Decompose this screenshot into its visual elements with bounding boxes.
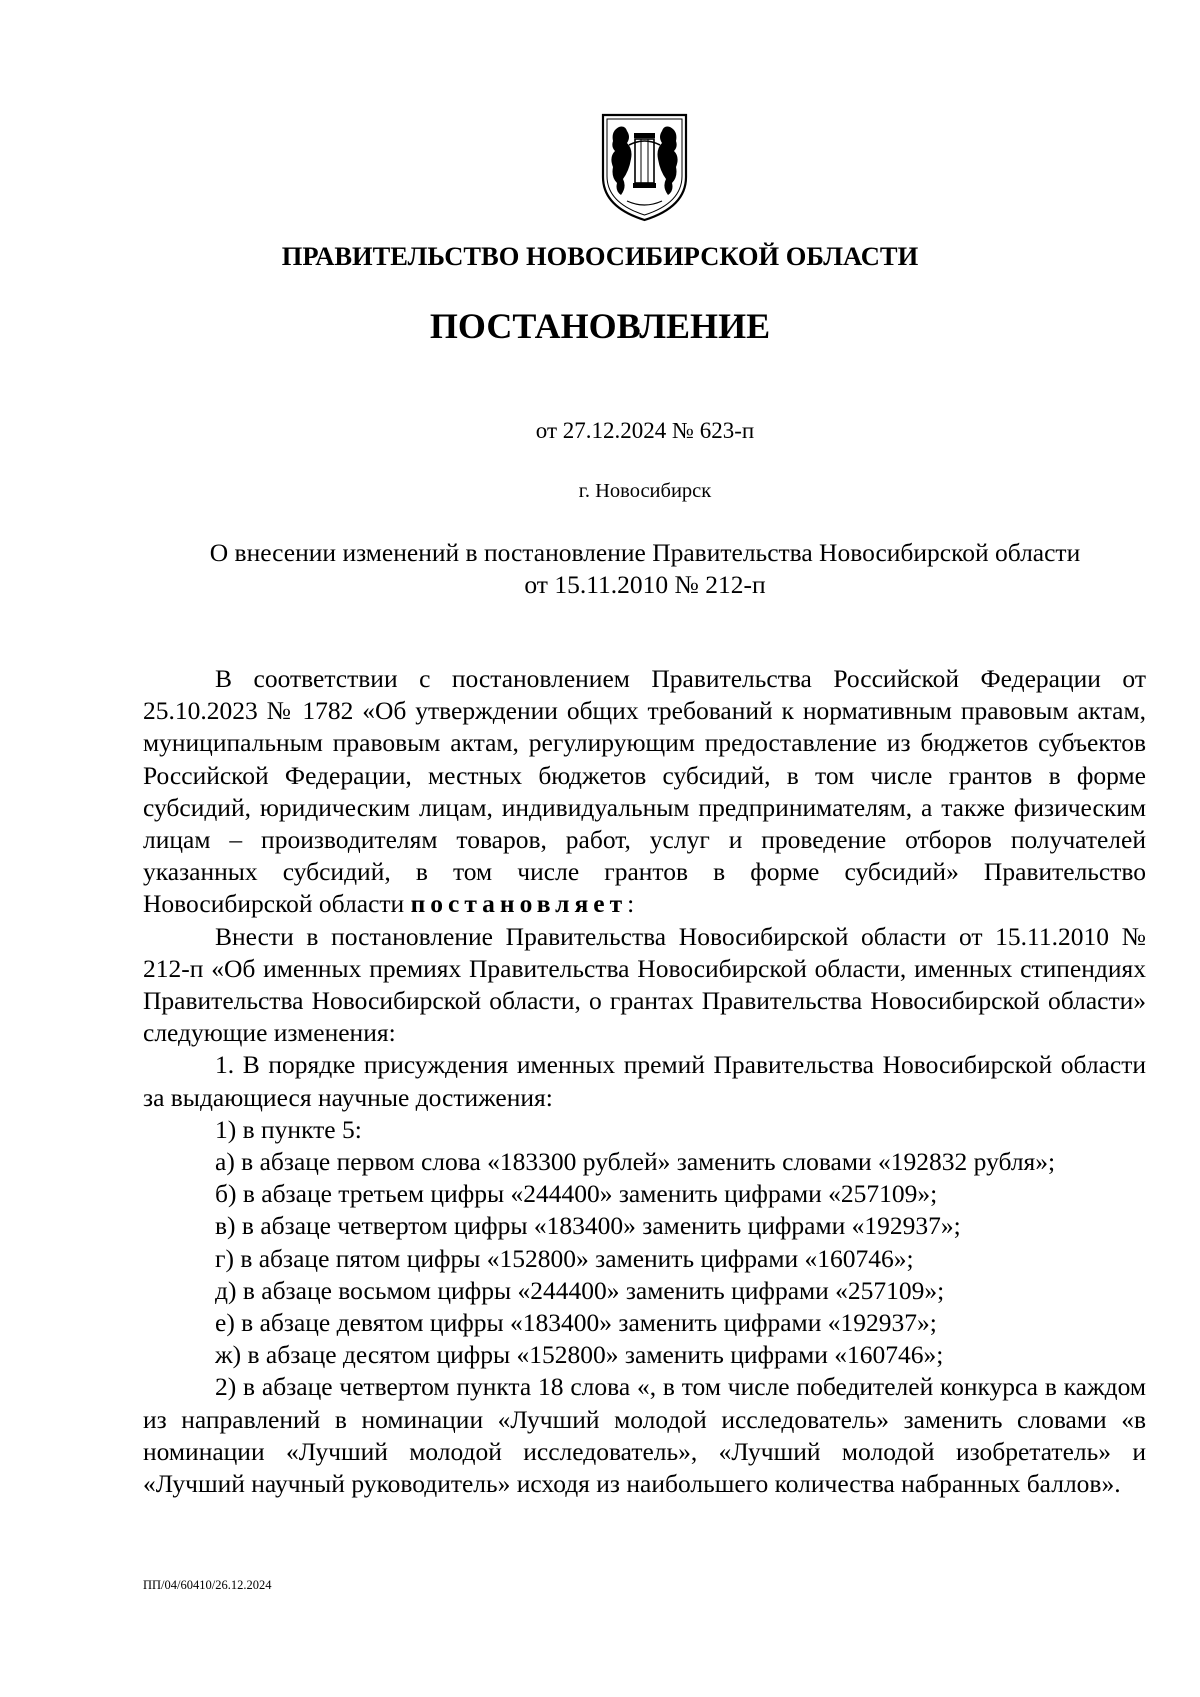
list-item: г) в абзаце пятом цифры «152800» заменить цифрами «160746»; [215, 1243, 914, 1273]
document-date-number: от 27.12.2024 № 623-п [535, 418, 755, 443]
document-type: ПОСТАНОВЛЕНИЕ [429, 306, 771, 346]
preamble-text: В соответствии с постановлением Правительства Российской Федерации от 25.10.2023 № 1782 «Об утверждении общих требований к нормативным правовым актам, муниципальным правовым актам, регулирующим предоставление из бюджетов субъектов Российской Федерации, местных бюджетов субсидий, в том числе грантов в форме субсидий, юридическим лицам, индивидуальным предпринимателям, а также физическим лицам – производителям товаров, работ, услуг и проведение отборов получателей указанных субсидий, в том числе грантов в форме субсидий» Правительство Новосибирской области [143, 664, 1146, 919]
document-city: г. Новосибирск [578, 480, 712, 502]
coat-of-arms-icon [597, 111, 692, 224]
list-item: в) в абзаце четвертом цифры «183400» заменить цифрами «192937»; [215, 1211, 961, 1241]
subpoint-2: 2) в абзаце четвертом пункта 18 слова «, в том числе победителей конкурса в каждом из направлений в номинации «Лучший молодой исследователь» заменить словами «в номинации «Лучший молодой исследователь», «Лучший молодой изобретатель» и «Лучший научный руководитель» исходя из наибольшего количества набранных баллов». [143, 1372, 1146, 1499]
point-1-paragraph: 1. В порядке присуждения именных премий Правительства Новосибирской области за выдающиеся научные достижения: [143, 1050, 1146, 1112]
preamble-paragraph [143, 663, 1146, 921]
subpoint-1: 1) в пункте 5: [215, 1114, 362, 1144]
document-title-line-1: О внесении изменений в постановление Правительства Новосибирской области [209, 538, 1081, 567]
list-item: е) в абзаце девятом цифры «183400» заменить цифрами «192937»; [215, 1308, 937, 1338]
list-item: а) в абзаце первом слова «183300 рублей» заменить словами «192832 рубля»; [215, 1147, 1056, 1177]
decree-word: постановляет [410, 889, 628, 919]
document-title-line-2: от 15.11.2010 № 212-п [524, 570, 766, 599]
list-item: д) в абзаце восьмом цифры «244400» заменить цифрами «257109»; [215, 1275, 945, 1305]
organization-name: ПРАВИТЕЛЬСТВО НОВОСИБИРСКОЙ ОБЛАСТИ [281, 241, 919, 271]
decree-colon: : [627, 889, 635, 919]
document-title [145, 537, 1145, 601]
list-item: б) в абзаце третьем цифры «244400» заменить цифрами «257109»; [215, 1179, 938, 1209]
list-item: ж) в абзаце десятом цифры «152800» заменить цифрами «160746»; [215, 1340, 944, 1370]
document-code: ПП/04/60410/26.12.2024 [143, 1578, 272, 1592]
intro-paragraph: Внести в постановление Правительства Новосибирской области от 15.11.2010 № 212-п «Об именных премиях Правительства Новосибирской области, именных стипендиях Правительства Новосибирской области, о грантах Правительства Новосибирской области» следующие изменения: [143, 921, 1146, 1048]
document-body [143, 663, 1146, 1500]
